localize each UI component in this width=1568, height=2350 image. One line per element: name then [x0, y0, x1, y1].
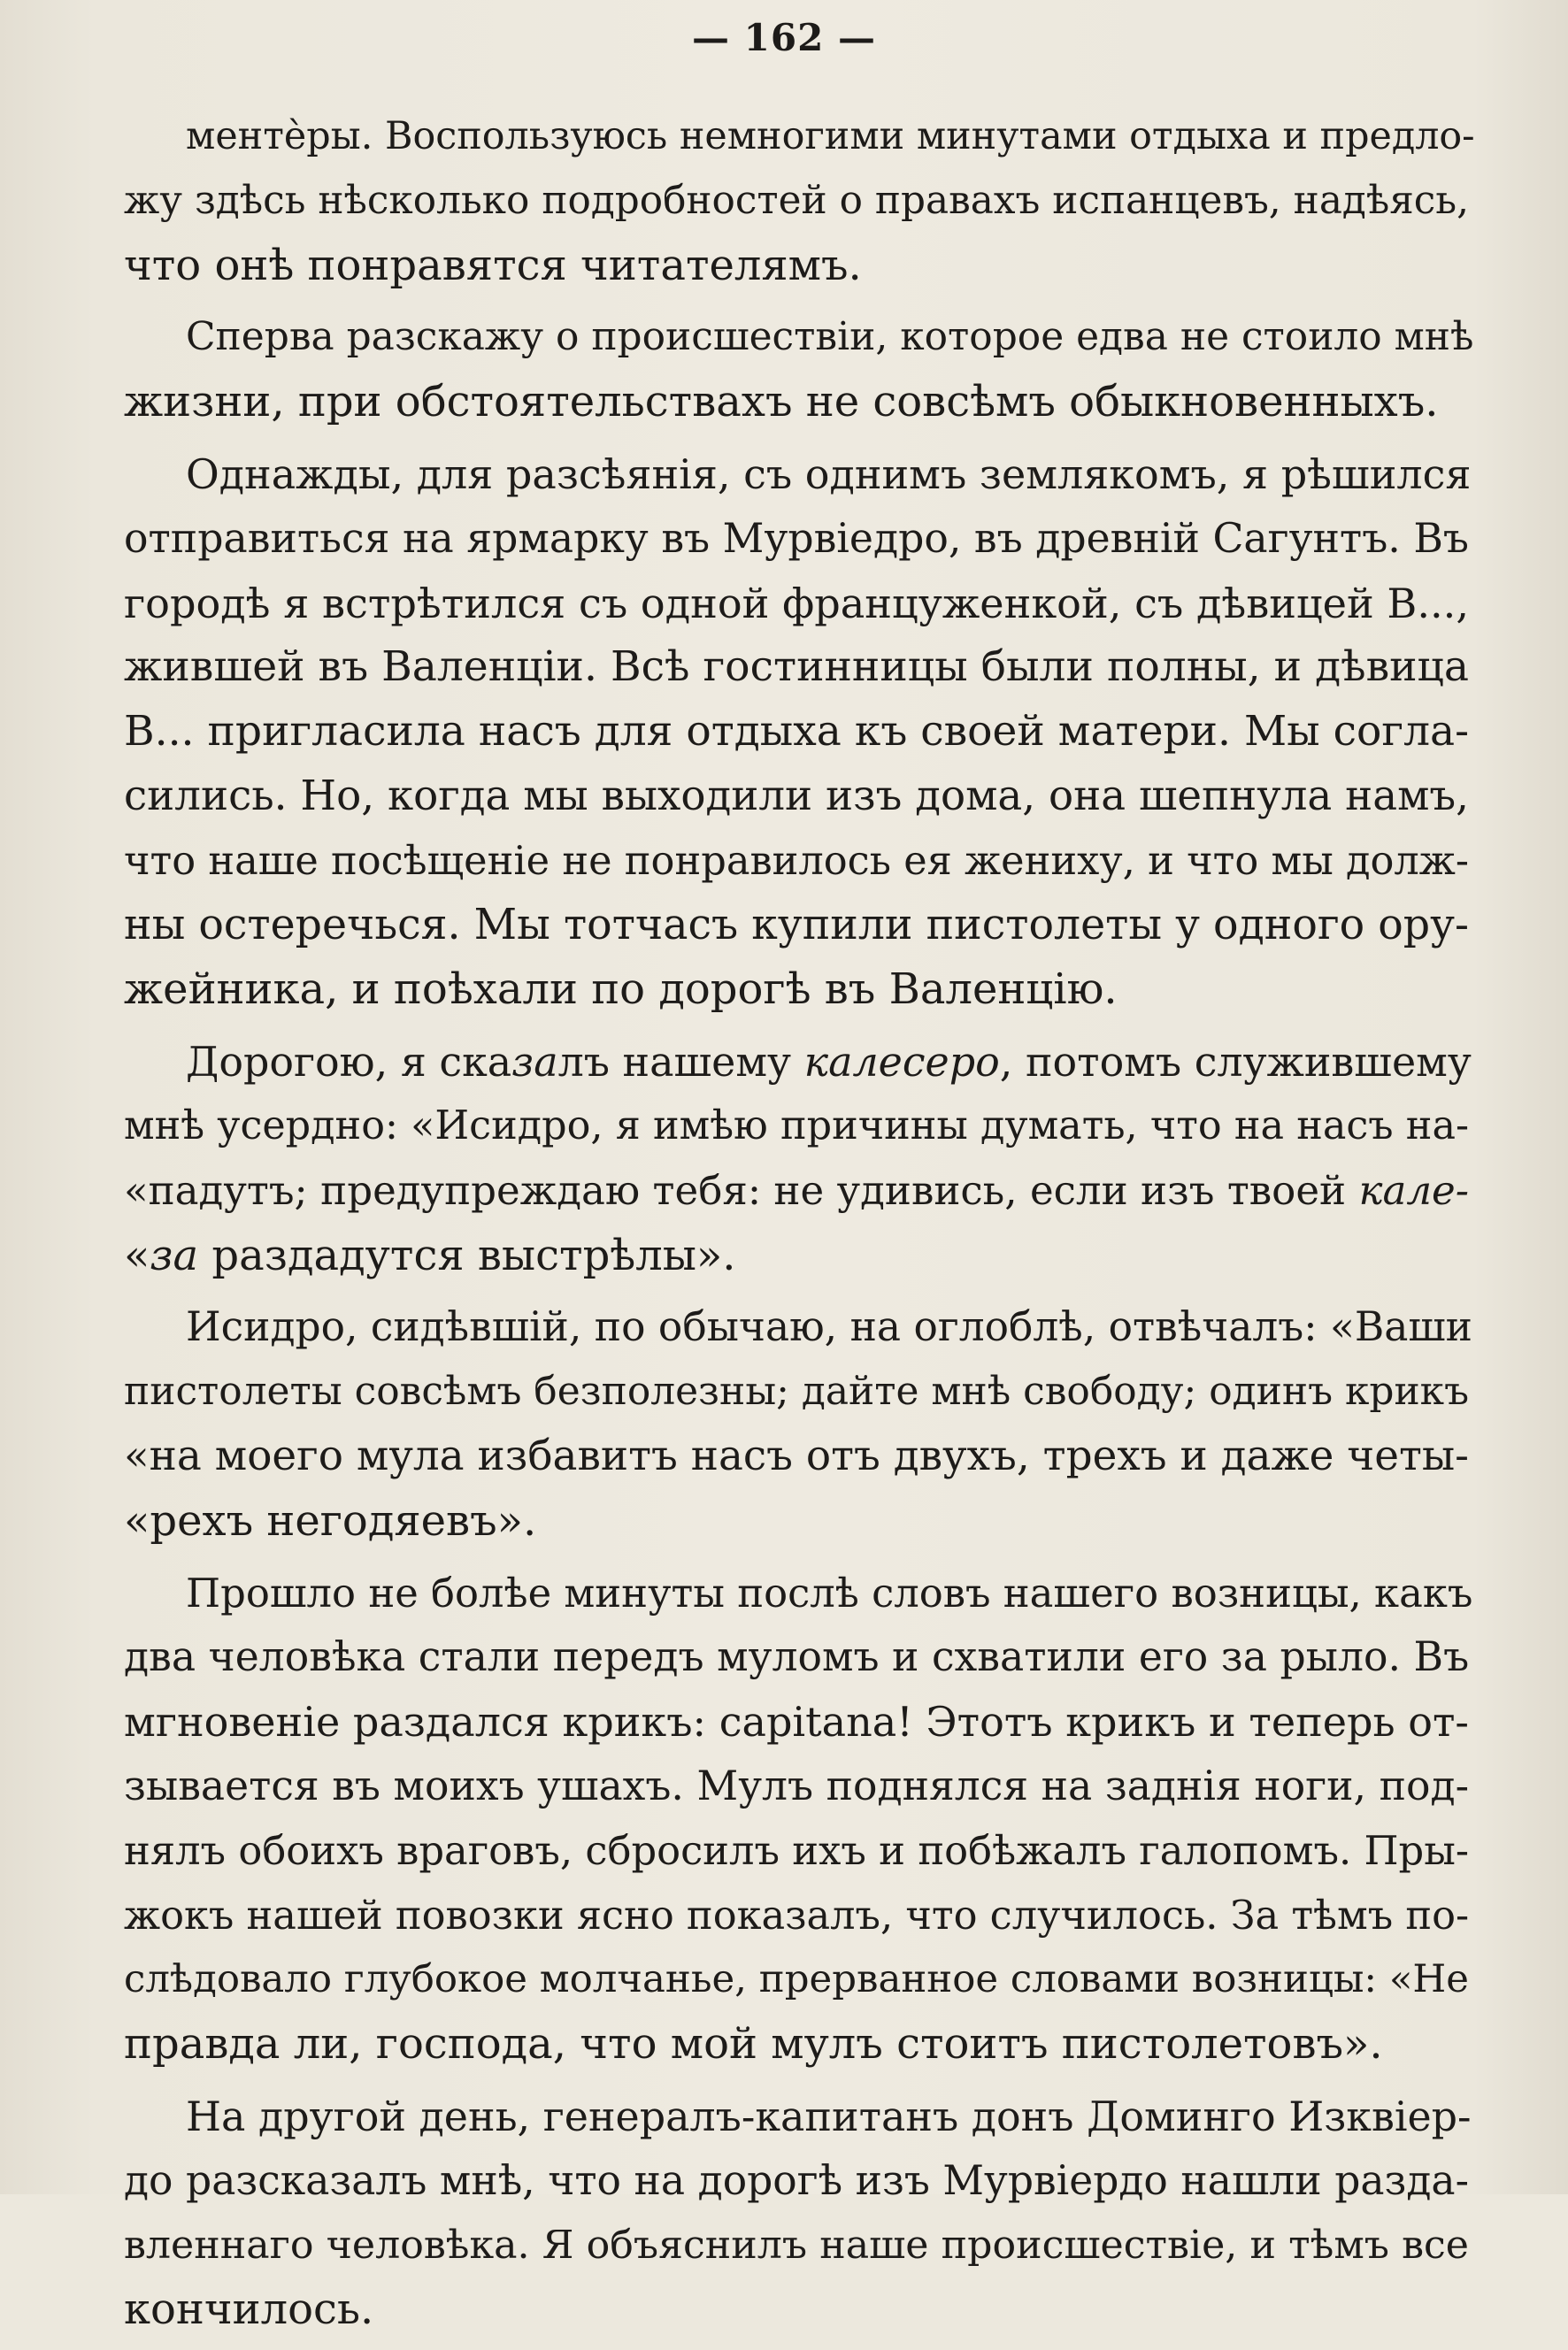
text-line: нялъ обоихъ враговъ, сбросилъ ихъ и побѣжалъ галопомъ. Пры- [124, 1826, 1469, 1874]
text-line: городѣ я встрѣтился съ одной француженкой, съ дѣвицей В..., [124, 579, 1469, 627]
text-line: жейника, и поѣхали по дорогѣ въ Валенцію. [124, 964, 1118, 1015]
text-line: до разсказалъ мнѣ, что на дорогѣ изъ Мурвіердо нашли разда- [124, 2156, 1469, 2204]
text-line: жизни, при обстоятельствахъ не совсѣмъ обыкновенныхъ. [124, 377, 1439, 427]
paragraph [124, 1030, 1472, 1287]
text-line: зывается въ моихъ ушахъ. Мулъ поднялся на заднія ноги, под- [124, 1762, 1469, 1809]
paragraph [124, 1562, 1473, 2077]
paragraph [124, 1295, 1472, 1553]
text-line: Исидро, сидѣвшій, по обычаю, на оглоблѣ, отвѣчалъ: «Ваши [186, 1303, 1472, 1351]
text-line: пистолеты совсѣмъ безполезны; дайте мнѣ свободу; одинъ крикъ [124, 1369, 1469, 1415]
text-line: слѣдовало глубокое молчанье, прерванное словами возницы: «Не [124, 1957, 1469, 2002]
text-line: что наше посѣщеніе не понравилось ея жениху, и что мы долж- [124, 837, 1469, 884]
text-line: «падутъ; предупреждаю тебя: не удивись, если изъ твоей кале- [124, 1166, 1469, 1214]
text-line: Однажды, для разсѣянія, съ однимъ землякомъ, я рѣшился [186, 449, 1472, 498]
paragraph [124, 104, 1475, 297]
text-line: мгновеніе раздался крикъ: capitana! Этотъ крикъ и теперь от- [124, 1698, 1469, 1747]
text-line: В... пригласила насъ для отдыха къ своей матери. Мы согла- [124, 707, 1469, 756]
paragraph [124, 305, 1474, 434]
page-body-text [124, 104, 1475, 2350]
text-line: отправиться на ярмарку въ Мурвіедро, въ древній Сагунтъ. Въ [124, 514, 1469, 562]
text-line: На другой день, генералъ-капитанъ донъ Доминго Изквіер- [186, 2092, 1472, 2140]
text-line: что онѣ понравятся читателямъ. [124, 240, 862, 290]
text-line: ментѐры. Воспользуюсь немногими минутами отдыха и предло- [186, 114, 1475, 158]
text-line: «за раздадутся выстрѣлы». [124, 1230, 736, 1280]
paragraph [124, 2085, 1472, 2342]
text-line: два человѣка стали передъ муломъ и схватили его за рыло. Въ [124, 1633, 1470, 1681]
paragraph [124, 442, 1472, 1022]
text-line: Дорогою, я сказалъ нашему калесеро, потомъ служившему [186, 1038, 1472, 1087]
text-line: Прошло не болѣе минуты послѣ словъ нашего возницы, какъ [186, 1569, 1473, 1617]
text-line: жившей въ Валенціи. Всѣ гостинницы были полны, и дѣвица [124, 642, 1469, 692]
text-line: кончилось. [124, 2285, 374, 2335]
text-line: жокъ нашей повозки ясно показалъ, что случилось. За тѣмъ по- [124, 1892, 1470, 1939]
page-number-header: — 162 — [692, 16, 876, 59]
text-line: ны остеречься. Мы тотчасъ купили пистолеты у одного ору- [124, 900, 1469, 949]
text-line: правда ли, господа, что мой мулъ стоитъ пистолетовъ». [124, 2019, 1383, 2070]
text-line: Сперва разскажу о происшествіи, которое едва не стоило мнѣ [186, 314, 1474, 360]
text-line: вленнаго человѣка. Я объяснилъ наше происшествіе, и тѣмъ все [124, 2222, 1469, 2268]
text-line: «на моего мула избавитъ насъ отъ двухъ, трехъ и даже четы- [124, 1432, 1469, 1480]
text-line: сились. Но, когда мы выходили изъ дома, она шепнула намъ, [124, 772, 1469, 820]
text-line: жу здѣсь нѣсколько подробностей о правахъ испанцевъ, надѣясь, [124, 177, 1469, 223]
text-line: мнѣ усердно: «Исидро, я имѣю причины думать, что на насъ на- [124, 1102, 1469, 1148]
text-line: «рехъ негодяевъ». [124, 1495, 537, 1546]
